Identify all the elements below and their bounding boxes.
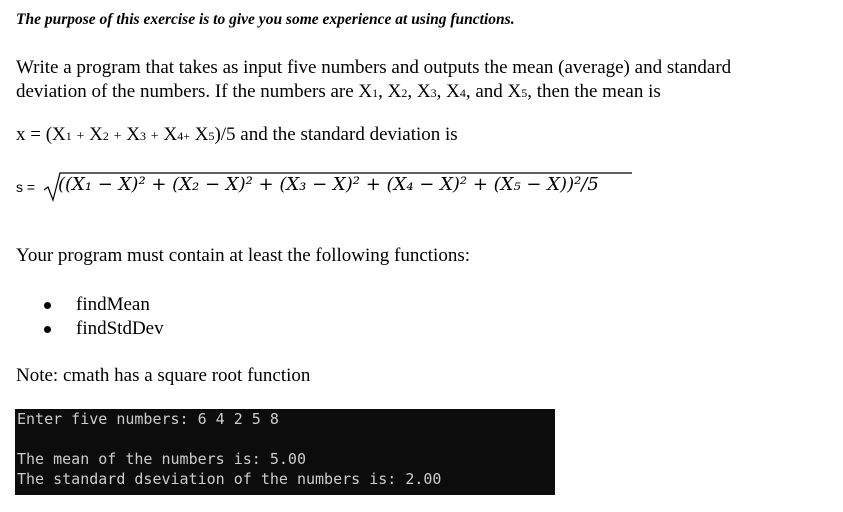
task-line-1: Write a program that takes as input five numbers and outputs the mean (average) and standard bbox=[16, 57, 732, 78]
console-line: The standard dseviation of the numbers is: 2.00 bbox=[17, 470, 442, 488]
std-dev-label: s = bbox=[16, 179, 36, 195]
function-name: findStdDev bbox=[76, 318, 164, 339]
task-line-2-start: deviation of the numbers. If the numbers are X bbox=[16, 81, 373, 102]
list-item bbox=[44, 317, 164, 341]
mean-formula-start: x = (X bbox=[16, 124, 66, 145]
console-line: Enter five numbers: 6 4 2 5 8 bbox=[17, 410, 279, 428]
task-line-2: deviation of the numbers. If the numbers are X1, X2, X3, X4, and X5, then the mean is bbox=[16, 81, 661, 102]
function-list bbox=[44, 293, 164, 341]
console-line: The mean of the numbers is: 5.00 bbox=[17, 450, 306, 468]
task-line-2-end: , then the mean is bbox=[527, 81, 661, 102]
bullet-icon bbox=[44, 302, 51, 309]
task-description bbox=[16, 56, 816, 105]
std-dev-expression: ((X₁ − X)² + (X₂ − X)² + (X₃ − X)² + (X₄ − X)² + (X₅ − X))²/5 bbox=[58, 174, 599, 195]
function-name: findMean bbox=[76, 294, 150, 315]
console-output bbox=[15, 409, 555, 495]
mean-formula: x = (X1 + X2 + X3 + X4+ X5)/5 and the standard deviation is bbox=[16, 124, 458, 145]
functions-heading: Your program must contain at least the following functions: bbox=[16, 245, 471, 266]
mean-formula-end: )/5 and the standard deviation is bbox=[214, 124, 458, 145]
list-item bbox=[44, 293, 164, 317]
intro-text: The purpose of this exercise is to give you some experience at using functions. bbox=[16, 11, 515, 28]
bullet-icon bbox=[44, 326, 51, 333]
note-text: Note: cmath has a square root function bbox=[16, 365, 311, 386]
